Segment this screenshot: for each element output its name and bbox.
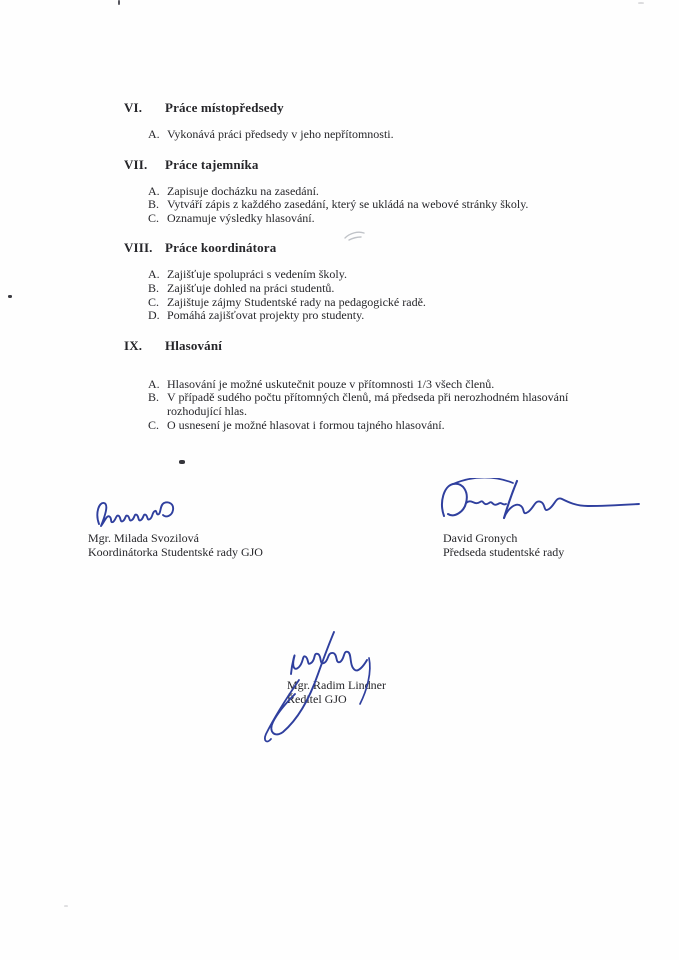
section [124, 339, 584, 432]
section-heading [124, 339, 584, 353]
signatory-name: Mgr. Milada Svozilová [88, 531, 199, 545]
list-item [148, 282, 584, 296]
section [124, 241, 584, 322]
item-text: Zajišťuje spolupráci s vedením školy. [167, 267, 347, 282]
section-items [148, 378, 584, 432]
signature-block-bottom [287, 678, 386, 706]
item-letter: A. [148, 267, 160, 282]
list-item [148, 309, 584, 323]
list-item [148, 198, 584, 212]
section-numeral: VII. [124, 156, 148, 172]
section-numeral: VIII. [124, 240, 153, 256]
section-items [148, 268, 584, 322]
section [124, 158, 584, 226]
signatory-name: Mgr. Radim Lindner [287, 678, 386, 692]
item-letter: C. [148, 210, 160, 225]
signatory-role: Ředitel GJO [287, 692, 347, 706]
section [124, 101, 584, 142]
section-heading [124, 241, 584, 255]
section-title: Práce tajemníka [165, 156, 259, 172]
scan-artifact [64, 905, 68, 907]
scan-smudge [342, 229, 368, 243]
signature-gronych-handwriting [436, 478, 642, 530]
item-letter: A. [148, 183, 160, 198]
item-letter: A. [148, 376, 160, 391]
item-text: O usnesení je možné hlasovat i formou tajného hlasování. [167, 417, 445, 432]
section-items [148, 128, 584, 142]
item-text: Vytváří zápis z každého zasedání, který se ukládá na webové stránky školy. [167, 197, 529, 212]
item-text: Zajištuje zájmy Studentské rady na pedagogické radě. [167, 294, 426, 309]
scan-artifact [638, 2, 644, 4]
list-item [148, 128, 584, 142]
section-numeral: VI. [124, 100, 143, 115]
list-item [148, 378, 584, 392]
item-letter: B. [148, 280, 160, 295]
list-item [148, 268, 584, 282]
scan-artifact [8, 295, 12, 298]
section-numeral: IX. [124, 337, 143, 353]
item-text: Zapisuje docházku na zasedání. [167, 183, 319, 198]
signatory-name: David Gronych [443, 531, 518, 545]
signatory-role: Předseda studentské rady [443, 545, 565, 559]
section-title: Práce koordinátora [165, 240, 277, 256]
list-item [148, 185, 584, 199]
item-letter: A. [148, 127, 160, 141]
item-text: V případě sudého počtu přítomných členů, má předseda při nerozhodném hlasování rozhodující hlas. [167, 390, 569, 418]
item-text: Oznamuje výsledky hlasování. [167, 210, 315, 225]
item-text: Zajišťuje dohled na práci studentů. [167, 280, 335, 295]
signature-block-right [443, 531, 564, 559]
list-item [148, 212, 584, 226]
signature-svozilova-handwriting [93, 497, 181, 535]
item-letter: B. [148, 390, 160, 405]
list-item [148, 419, 584, 433]
section-heading [124, 158, 584, 172]
section-title: Práce místopředsedy [165, 100, 284, 115]
scan-artifact [179, 460, 185, 464]
item-letter: C. [148, 417, 160, 432]
section-heading [124, 101, 584, 115]
item-text: Pomáhá zajišťovat projekty pro studenty. [167, 308, 365, 323]
item-letter: C. [148, 294, 160, 309]
item-text: Hlasování je možné uskutečnit pouze v přítomnosti 1/3 všech členů. [167, 376, 495, 391]
section-items [148, 185, 584, 226]
list-item [148, 391, 584, 418]
signatory-role: Koordinátorka Studentské rady GJO [88, 545, 263, 559]
item-letter: B. [148, 197, 160, 212]
signature-block-left [88, 531, 263, 559]
sections [124, 101, 584, 448]
section-title: Hlasování [165, 337, 222, 353]
list-item [148, 296, 584, 310]
item-text: Vykonává práci předsedy v jeho nepřítomnosti. [167, 127, 394, 141]
scan-artifact [118, 0, 120, 5]
item-letter: D. [148, 308, 160, 323]
